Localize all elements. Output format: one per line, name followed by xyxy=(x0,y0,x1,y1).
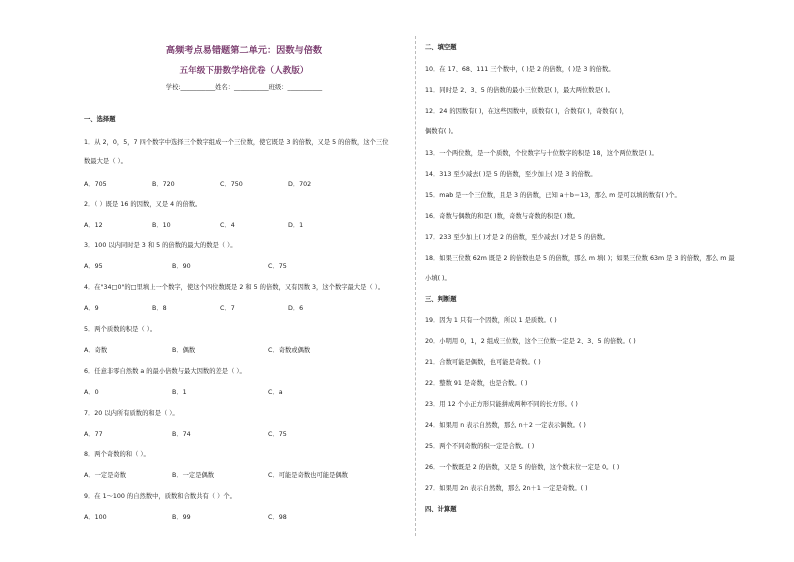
question-19: 19．因为 1 只有一个因数，所以 1 是质数。( ) xyxy=(425,317,557,324)
question-27: 27．如果用 2n 表示自然数，那么 2n＋1 一定是奇数。( ) xyxy=(425,485,588,492)
section-fill-heading: 二、填空题 xyxy=(425,44,457,51)
q7-option-c: C．75 xyxy=(268,431,287,438)
q5-option-a: A．奇数 xyxy=(84,347,108,354)
q6-option-a: A．0 xyxy=(84,389,99,396)
question-13: 13．一个两位数，是一个质数，个位数字与十位数字的积是 18，这个两位数是( )。 xyxy=(425,150,658,157)
q9-option-c: C．98 xyxy=(268,514,287,521)
q6-option-b: B．1 xyxy=(172,389,187,396)
question-9: 9．在 1～100 的自然数中，质数和合数共有（ ）个。 xyxy=(84,493,236,500)
section-calc-heading: 四、计算题 xyxy=(425,506,457,513)
question-7: 7．20 以内所有质数的和是（ ）。 xyxy=(84,410,179,417)
q4-option-c: C．7 xyxy=(220,305,235,312)
question-11: 11．同时是 2、3、5 的倍数的最小三位数是( )，最大两位数是( )。 xyxy=(425,87,614,94)
question-10: 10．在 17、68、111 三个数中，( )是 2 的倍数，( )是 3 的倍数。 xyxy=(425,66,615,73)
question-18-line-2: 小填( )。 xyxy=(425,275,451,282)
question-21: 21．合数可能是偶数，也可能是奇数。( ) xyxy=(425,359,541,366)
question-15: 15．mab 是一个三位数，且是 3 的倍数，已知 a＋b＝13，那么 m 是可以填的数有( )个。 xyxy=(425,192,681,199)
question-25: 25．两个不同奇数的积一定是合数。( ) xyxy=(425,443,535,450)
q1-option-d: D．702 xyxy=(288,181,312,188)
q8-option-b: B．一定是偶数 xyxy=(172,472,215,479)
question-1-line-2: 数最大是（ ）。 xyxy=(84,158,127,165)
question-18-line-1: 18．如果三位数 62m 既是 2 的倍数也是 5 的倍数，那么 m 填( )；如果三位数 63m 是 3 的倍数，那么 m 最 xyxy=(425,255,735,262)
question-24: 24．如果用 n 表示自然数，那么 n＋2 一定表示偶数。( ) xyxy=(425,422,586,429)
column-divider xyxy=(415,36,416,536)
q1-option-a: A．705 xyxy=(84,181,107,188)
q9-option-b: B．99 xyxy=(172,514,191,521)
question-17: 17．233 至少加上( )才是 2 的倍数，至少减去( )才是 5 的倍数。 xyxy=(425,234,610,241)
q2-option-c: C．4 xyxy=(220,222,235,229)
q3-option-a: A．95 xyxy=(84,263,103,270)
question-1-line-1: 1．从 2，0，5，7 四个数字中选择三个数字组成一个三位数，使它既是 3 的倍数，又是 5 的倍数，这个三位 xyxy=(84,139,389,146)
q9-option-a: A．100 xyxy=(84,514,107,521)
question-12-line-2: 偶数有( )。 xyxy=(425,128,458,135)
student-info-line: 学校:___________姓名：___________班级：___________ xyxy=(165,84,323,91)
question-14: 14．313 至少减去( )是 5 的倍数，至少加上( )是 3 的倍数。 xyxy=(425,171,597,178)
q4-option-d: D．6 xyxy=(288,305,304,312)
question-22: 22．整数 91 是奇数，也是合数。( ) xyxy=(425,380,528,387)
q2-option-a: A．12 xyxy=(84,222,103,229)
question-5: 5．两个质数的积是（ ）。 xyxy=(84,326,157,333)
question-23: 23．用 12 个小正方形只能拼成两种不同的长方形。( ) xyxy=(425,401,578,408)
question-2: 2．（ ）既是 16 的因数，又是 4 的倍数。 xyxy=(84,201,202,208)
q1-option-c: C．750 xyxy=(220,181,243,188)
question-8: 8．两个奇数的和（ ）。 xyxy=(84,451,150,458)
question-6: 6．任意非零自然数 a 的最小倍数与最大因数的差是（ ）。 xyxy=(84,368,246,375)
question-20: 20．小明用 0，1，2 组成三位数，这个三位数一定是 2、3、5 的倍数。( ) xyxy=(425,338,636,345)
q8-option-a: A．一定是奇数 xyxy=(84,472,127,479)
page-subtitle: 五年级下册数学培优卷（人教版） xyxy=(179,66,309,76)
question-3: 3．100 以内同时是 3 和 5 的倍数的最大的数是（ ）。 xyxy=(84,242,237,249)
q4-option-b: B．8 xyxy=(152,305,167,312)
q5-option-b: B．偶数 xyxy=(172,347,196,354)
page-title: 高频考点易错题第二单元：因数与倍数 xyxy=(165,45,323,56)
q3-option-c: C．75 xyxy=(268,263,287,270)
q4-option-a: A．9 xyxy=(84,305,99,312)
q1-option-b: B．720 xyxy=(152,181,175,188)
q6-option-c: C．a xyxy=(268,389,283,396)
section-choice-heading: 一、选择题 xyxy=(84,116,116,123)
q5-option-c: C．奇数或偶数 xyxy=(268,347,311,354)
question-4: 4．在"34□0"的□里填上一个数字，使这个四位数既是 2 和 5 的倍数，又有因数 3，这个数字最大是（ ）。 xyxy=(84,284,385,291)
section-judge-heading: 三、判断题 xyxy=(425,296,457,303)
question-12-line-1: 12．24 的因数有( )，在这些因数中，质数有( )，合数有( )，奇数有( )， xyxy=(425,108,629,115)
q7-option-b: B．74 xyxy=(172,431,191,438)
q8-option-c: C．可能是奇数也可能是偶数 xyxy=(268,472,348,479)
q2-option-d: D．1 xyxy=(288,222,304,229)
question-26: 26．一个数既是 2 的倍数，又是 5 的倍数，这个数末位一定是 0。( ) xyxy=(425,464,620,471)
q3-option-b: B．90 xyxy=(172,263,191,270)
question-16: 16．奇数与偶数的和是( )数，奇数与奇数的积是( )数。 xyxy=(425,213,580,220)
q7-option-a: A．77 xyxy=(84,431,103,438)
q2-option-b: B．10 xyxy=(152,222,171,229)
